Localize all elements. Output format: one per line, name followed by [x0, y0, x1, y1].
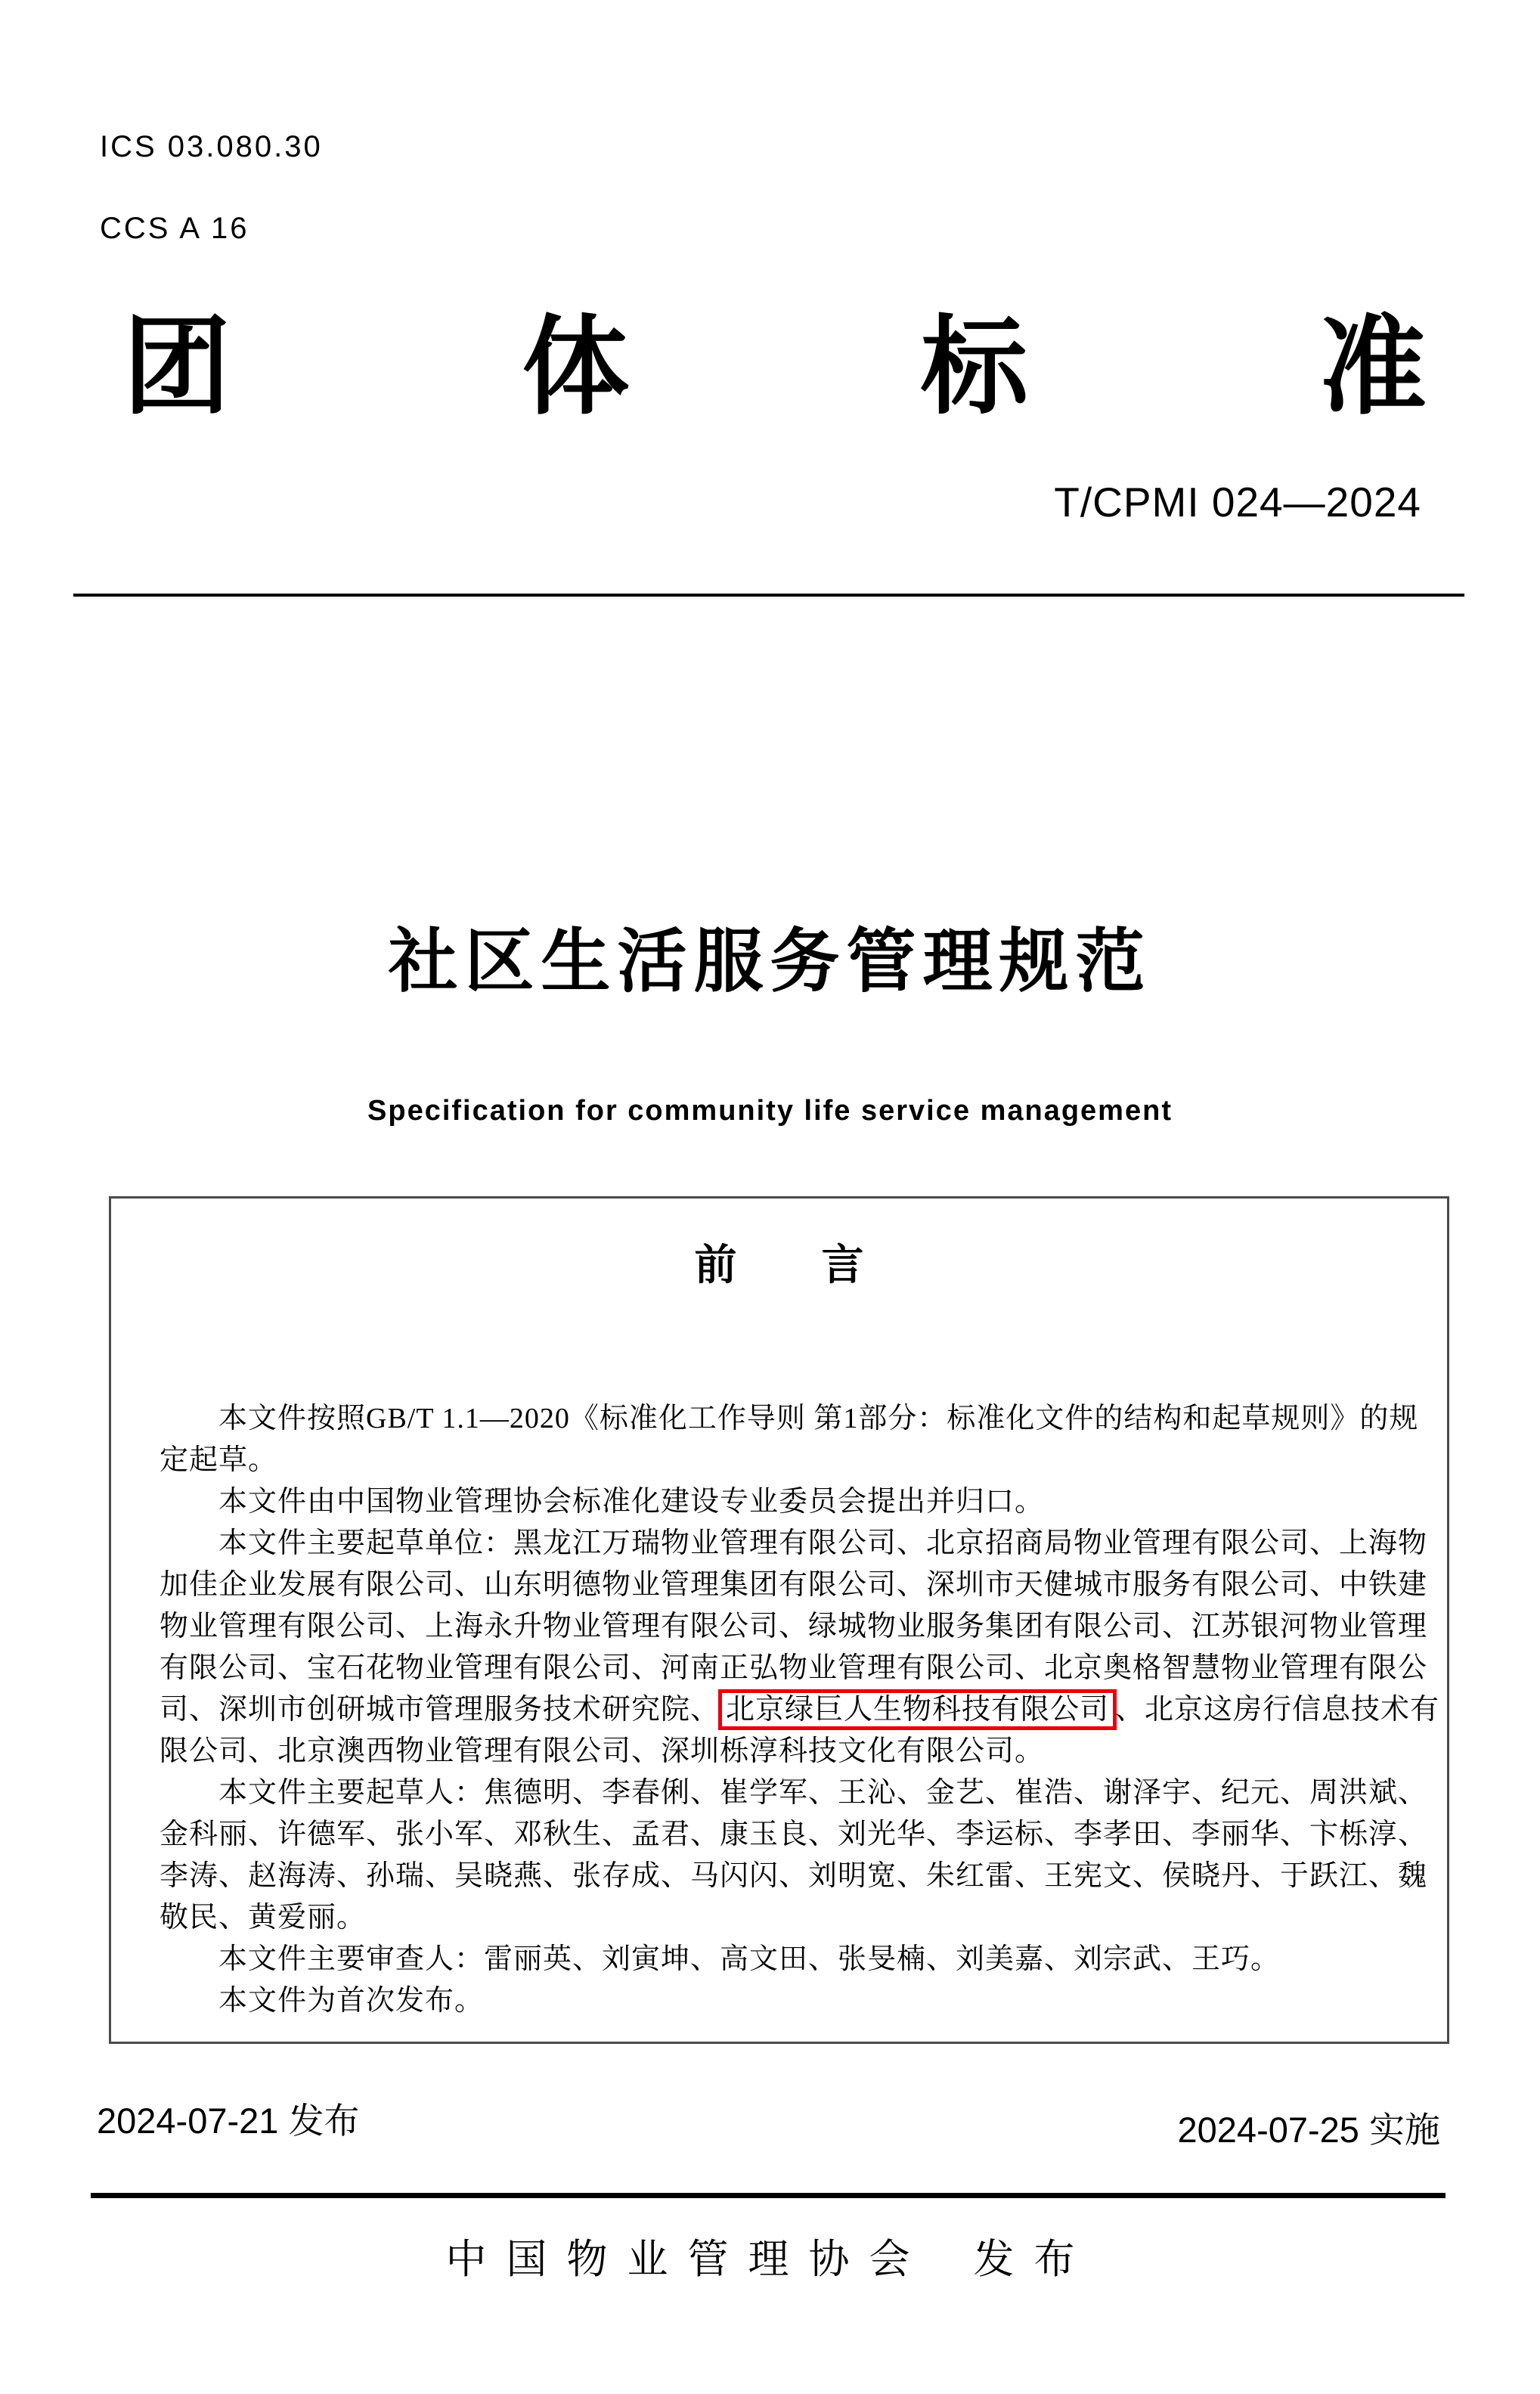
foreword-line: 金科丽、许德军、张小军、邓秋生、孟君、康玉良、刘光华、李运标、李孝田、李丽华、卞栎淳、: [160, 1819, 1428, 1850]
foreword-line: 本文件按照GB/T 1.1—2020《标准化工作导则 第1部分：标准化文件的结构和起草规则》的规: [218, 1403, 1419, 1434]
publisher-name: 中国物业管理协会: [445, 2237, 930, 2282]
foreword-line: 物业管理有限公司、上海永升物业管理有限公司、绿城物业服务集团有限公司、江苏银河物业管理: [160, 1611, 1428, 1642]
foreword-line-with-highlight: [160, 1689, 1440, 1731]
foreword-line: 加佳企业发展有限公司、山东明德物业管理集团有限公司、深圳市天健城市服务有限公司、中铁建: [160, 1569, 1428, 1601]
standard-type-char: 体: [522, 308, 630, 427]
document-title-cn: 社区生活服务管理规范: [388, 923, 1152, 1000]
foreword-line: 本文件主要起草人：焦德明、李春俐、崔学军、王沁、金艺、崔浩、谢泽宇、纪元、周洪斌、: [218, 1777, 1428, 1809]
header-divider: [73, 594, 1464, 597]
standard-type-title: [123, 309, 1427, 426]
highlighted-company-red-box: 北京绿巨人生物科技有限公司: [718, 1689, 1117, 1730]
foreword-body: [160, 1398, 1440, 2022]
foreword-line: 定起草。: [160, 1444, 278, 1476]
foreword-line: 本文件主要审查人：雷丽英、刘寅坤、高文田、张旻楠、刘美嘉、刘宗武、王巧。: [218, 1943, 1281, 1975]
release-date: 2024-07-21 发布: [97, 2101, 360, 2141]
standard-type-char: 准: [1318, 308, 1427, 427]
ccs-code: CCS A 16: [100, 212, 249, 245]
foreword-line: 敬民、黄爱丽。: [160, 1902, 367, 1933]
foreword-line: 有限公司、宝石花物业管理有限公司、河南正弘物业管理有限公司、北京奥格智慧物业管理有限公: [160, 1652, 1428, 1684]
implement-date: 2024-07-25 实施: [1177, 2110, 1440, 2150]
ics-code: ICS 03.080.30: [100, 130, 323, 163]
standard-type-char: 标: [920, 308, 1028, 427]
foreword-line: 本文件主要起草单位：黑龙江万瑞物业管理有限公司、北京招商局物业管理有限公司、上海物: [218, 1527, 1428, 1559]
publisher-line: [0, 2227, 1540, 2285]
publish-label: 发布: [973, 2237, 1095, 2282]
foreword-line-post: 、北京这房行信息技术有: [1115, 1694, 1440, 1726]
foreword-line-pre: 司、深圳市创研城市管理服务技术研究院、: [160, 1694, 720, 1726]
foreword-box: [109, 1196, 1449, 2044]
document-title-en: Specification for community life service management: [367, 1095, 1173, 1127]
foreword-line: 限公司、北京澳西物业管理有限公司、深圳栎淳科技文化有限公司。: [160, 1735, 1045, 1767]
footer-divider: [91, 2193, 1445, 2198]
foreword-line: 李涛、赵海涛、孙瑞、吴晓燕、张存成、马闪闪、刘明宽、朱红雷、王宪文、侯晓丹、于跃江、魏: [160, 1860, 1428, 1892]
foreword-line: 本文件由中国物业管理协会标准化建设专业委员会提出并归口。: [218, 1486, 1045, 1518]
standard-type-char: 团: [123, 308, 231, 427]
foreword-line: 本文件为首次发布。: [218, 1985, 485, 2017]
standard-number: T/CPMI 024—2024: [1054, 479, 1421, 526]
foreword-heading: 前 言: [694, 1242, 864, 1289]
